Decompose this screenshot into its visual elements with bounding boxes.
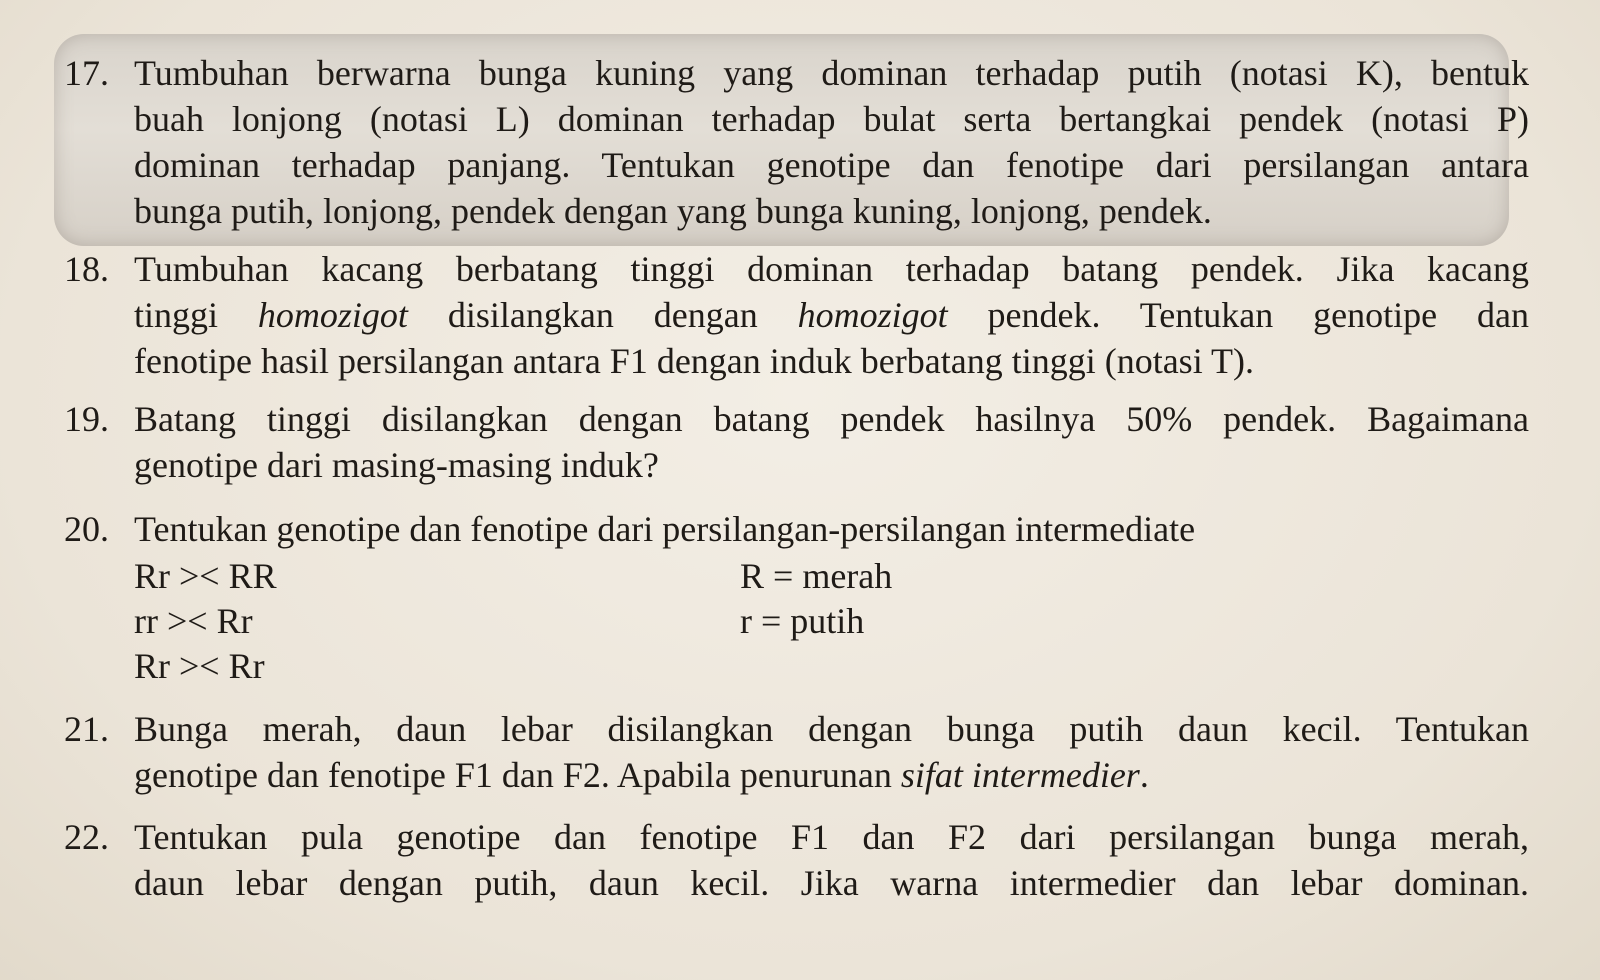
text-line: fenotipe hasil persilangan antara F1 dengan induk berbatang tinggi (notasi T). [134, 341, 1255, 381]
text-line: tinggi homozigot disilangkan dengan homozigot pendek. Tentukan genotipe dan [134, 295, 1529, 335]
question-number: 17. [64, 53, 109, 93]
question-text [134, 506, 1529, 552]
text-line: Tumbuhan berwarna bunga kuning yang dominan terhadap putih (notasi K), bentuk [134, 53, 1529, 93]
cross-3: Rr >< Rr [134, 646, 265, 686]
question-number: 22. [64, 817, 109, 857]
allele-key-red: R = merah [740, 556, 893, 596]
text-line: dominan terhadap panjang. Tentukan genotipe dan fenotipe dari persilangan antara [134, 145, 1529, 185]
text-line: daun lebar dengan putih, daun kecil. Jika warna intermedier dan lebar dominan. [134, 863, 1529, 903]
question-text [134, 706, 1529, 798]
text-line: genotipe dan fenotipe F1 dan F2. Apabila penurunan sifat intermedier. [134, 755, 1149, 795]
text-line: Batang tinggi disilangkan dengan batang pendek hasilnya 50% pendek. Bagaimana [134, 399, 1529, 439]
question-text [134, 50, 1529, 234]
question-number: 20. [64, 509, 109, 549]
italic-term: homozigot [257, 295, 408, 335]
question-number: 18. [64, 249, 109, 289]
text-line: Bunga merah, daun lebar disilangkan dengan bunga putih daun kecil. Tentukan [134, 709, 1529, 749]
cross-2: rr >< Rr [134, 601, 253, 641]
text-line: Tentukan genotipe dan fenotipe dari persilangan-persilangan intermediate [134, 509, 1196, 549]
cross-1: Rr >< RR [134, 556, 277, 596]
text-line: Tumbuhan kacang berbatang tinggi dominan terhadap batang pendek. Jika kacang [134, 249, 1529, 289]
text-line: Tentukan pula genotipe dan fenotipe F1 dan F2 dari persilangan bunga merah, [134, 817, 1529, 857]
allele-key-white: r = putih [740, 601, 865, 641]
question-text [134, 814, 1529, 906]
text-line: bunga putih, lonjong, pendek dengan yang bunga kuning, lonjong, pendek. [134, 191, 1212, 231]
italic-term: sifat intermedier [900, 755, 1140, 795]
question-text [134, 246, 1529, 384]
question-text [134, 396, 1529, 488]
text-line: genotipe dari masing-masing induk? [134, 445, 659, 485]
italic-term: homozigot [797, 295, 948, 335]
question-number: 21. [64, 709, 109, 749]
text-line: buah lonjong (notasi L) dominan terhadap bulat serta bertangkai pendek (notasi P) [134, 99, 1529, 139]
question-number: 19. [64, 399, 109, 439]
